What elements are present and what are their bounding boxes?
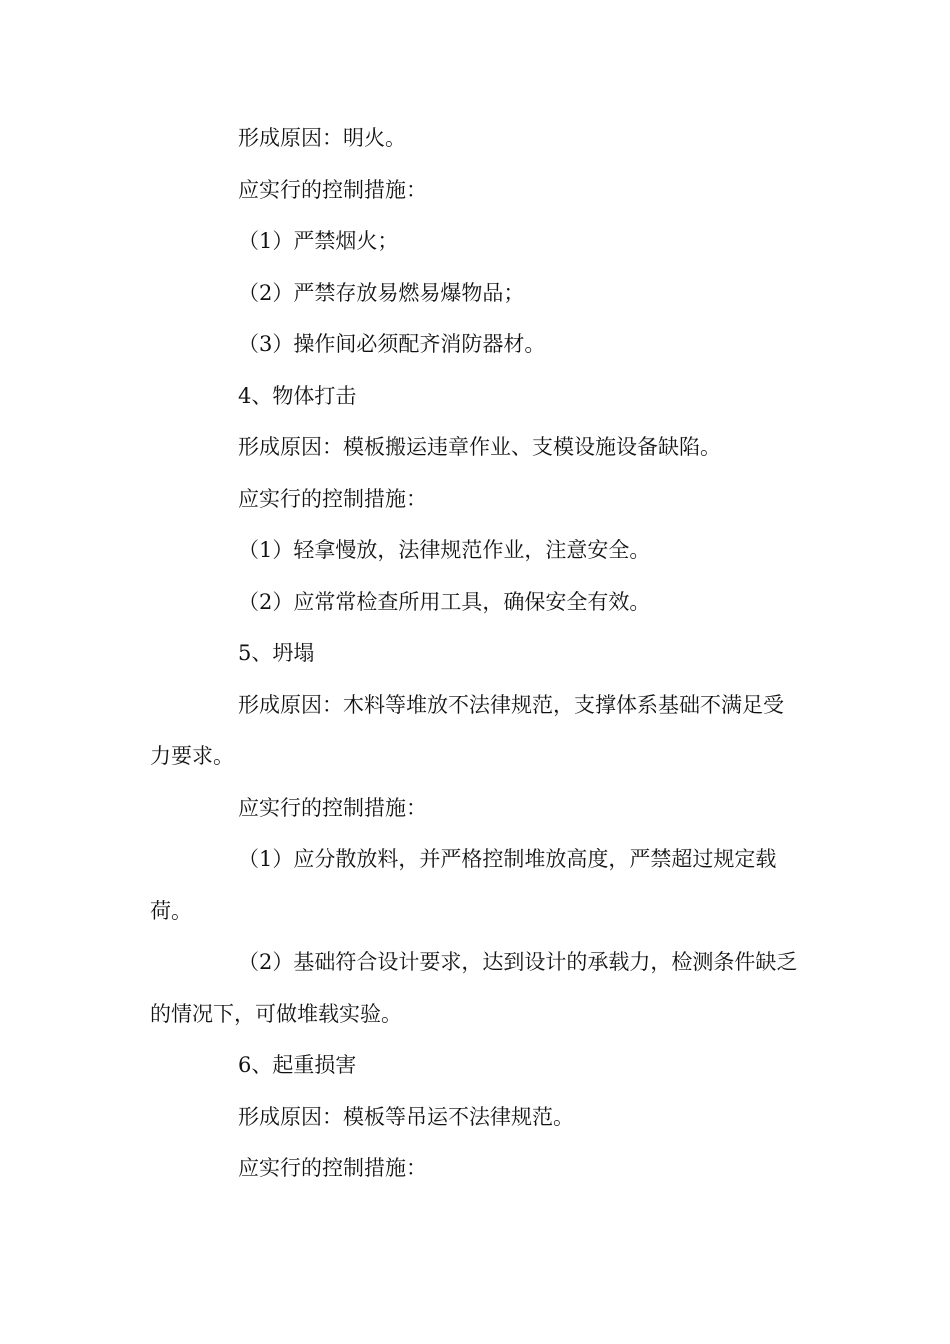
paragraph: 应实行的控制措施：	[238, 1156, 427, 1180]
section-heading: 5、坍塌	[238, 641, 315, 665]
list-item: （2）应常常检查所用工具，确保安全有效。	[238, 589, 651, 614]
list-item: （2）严禁存放易燃易爆物品；	[238, 280, 525, 305]
section-heading: 6、起重损害	[238, 1053, 357, 1077]
paragraph: 应实行的控制措施：	[238, 486, 427, 511]
paragraph: 形成原因：模板搬运违章作业、支模设施设备缺陷。	[238, 435, 721, 459]
paragraph: 应实行的控制措施：	[238, 177, 427, 202]
document-page	[150, 113, 800, 1195]
section-heading: 4、物体打击	[238, 383, 357, 408]
list-item: （2）基础符合设计要求，达到设计的承载力，检测条件缺乏的情况下，可做堆载实验。	[150, 950, 798, 1026]
list-item: （1）轻拿慢放，法律规范作业，注意安全。	[238, 538, 651, 562]
paragraph: 应实行的控制措施：	[238, 795, 427, 820]
list-item: （3）操作间必须配齐消防器材。	[238, 332, 546, 356]
paragraph: 形成原因：木料等堆放不法律规范，支撑体系基础不满足受力要求。	[150, 692, 784, 768]
list-item: （1）严禁烟火；	[238, 229, 399, 253]
paragraph: 形成原因：模板等吊运不法律规范。	[238, 1104, 574, 1129]
paragraph: 形成原因：明火。	[238, 126, 406, 150]
list-item: （1）应分散放料，并严格控制堆放高度，严禁超过规定载荷。	[150, 847, 777, 923]
